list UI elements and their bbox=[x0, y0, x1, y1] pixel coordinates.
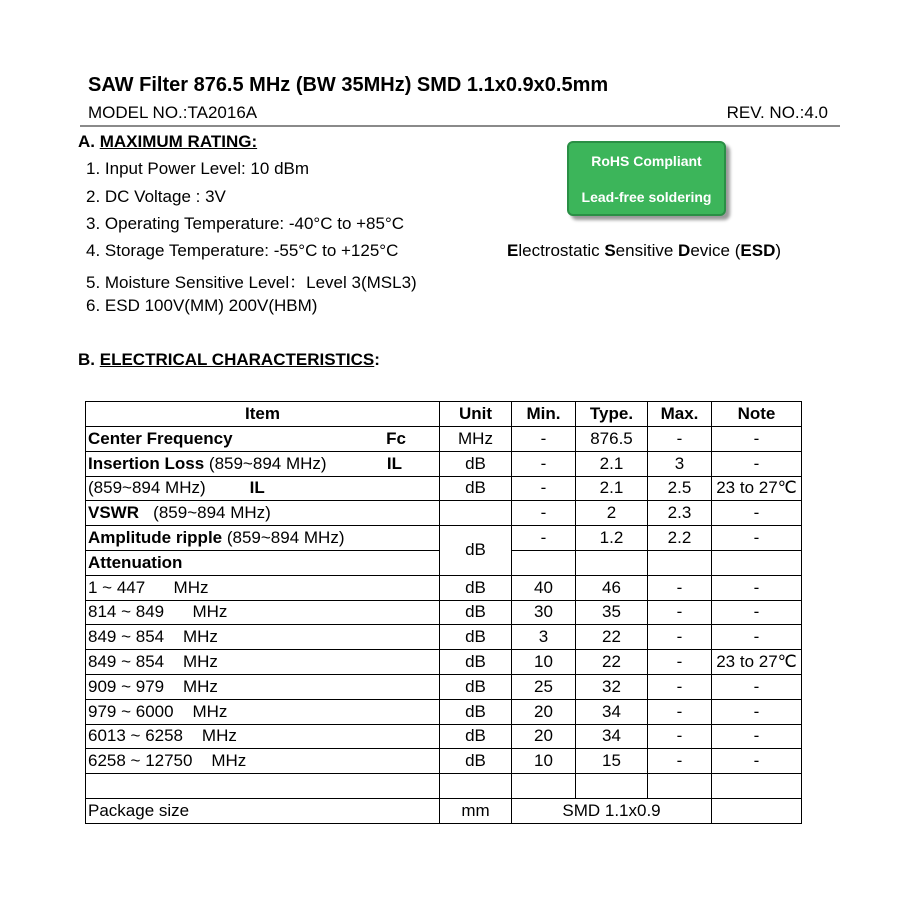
row-max: - bbox=[648, 625, 712, 650]
row-note: - bbox=[712, 526, 802, 551]
row-max: - bbox=[648, 650, 712, 675]
row-max: 2.2 bbox=[648, 526, 712, 551]
row-typ: 1.2 bbox=[576, 526, 648, 551]
row-note: - bbox=[712, 575, 802, 600]
row-unit: dB bbox=[440, 451, 512, 476]
row-note: - bbox=[712, 625, 802, 650]
attenuation-label: Attenuation bbox=[86, 550, 440, 575]
row-note: - bbox=[712, 724, 802, 749]
row-max bbox=[648, 550, 712, 575]
row-item: 849 ~ 854 MHz bbox=[86, 650, 440, 675]
row-note bbox=[712, 798, 802, 823]
esd-letter-d: D bbox=[678, 241, 691, 260]
table-row bbox=[86, 600, 802, 625]
rohs-badge bbox=[567, 141, 726, 216]
row-unit: dB bbox=[440, 625, 512, 650]
section-a-heading bbox=[78, 132, 257, 152]
row-note: - bbox=[712, 674, 802, 699]
row-item bbox=[86, 476, 440, 501]
table-row bbox=[86, 451, 802, 476]
row-typ: 32 bbox=[576, 674, 648, 699]
header-item: Item bbox=[86, 402, 440, 427]
row-item bbox=[86, 427, 440, 452]
row-typ: 2 bbox=[576, 501, 648, 526]
row-max: - bbox=[648, 427, 712, 452]
rating-esd: 6. ESD 100V(MM) 200V(HBM) bbox=[86, 296, 318, 315]
table-row bbox=[86, 501, 802, 526]
table-row bbox=[86, 724, 802, 749]
table-row bbox=[86, 699, 802, 724]
esd-word-s: ensitive bbox=[615, 241, 679, 260]
row-max: 2.3 bbox=[648, 501, 712, 526]
row-max: 3 bbox=[648, 451, 712, 476]
row-typ: 2.1 bbox=[576, 451, 648, 476]
row-min: 3 bbox=[512, 625, 576, 650]
item-symbol: IL bbox=[386, 453, 402, 473]
table-row bbox=[86, 749, 802, 774]
row-min bbox=[512, 774, 576, 799]
item-range: (859~894 MHz) bbox=[204, 453, 327, 473]
item-label: VSWR bbox=[88, 503, 139, 523]
row-note: - bbox=[712, 600, 802, 625]
lead-free-label: Lead-free soldering bbox=[581, 189, 712, 205]
row-min: - bbox=[512, 451, 576, 476]
row-item: 6258 ~ 12750 MHz bbox=[86, 749, 440, 774]
row-item: 814 ~ 849 MHz bbox=[86, 600, 440, 625]
rating-dc-voltage: 2. DC Voltage : 3V bbox=[86, 187, 226, 206]
row-min: 30 bbox=[512, 600, 576, 625]
row-unit: dB bbox=[440, 575, 512, 600]
row-unit: dB bbox=[440, 749, 512, 774]
item-range: (859~894 MHz) bbox=[222, 528, 345, 548]
section-b-title: ELECTRICAL CHARACTERISTICS bbox=[99, 350, 375, 369]
esd-close: ) bbox=[775, 241, 782, 260]
row-typ: 22 bbox=[576, 650, 648, 675]
row-typ: 46 bbox=[576, 575, 648, 600]
row-unit: dB bbox=[440, 699, 512, 724]
table-row bbox=[86, 798, 802, 823]
section-b-heading bbox=[78, 350, 380, 370]
row-typ bbox=[576, 550, 648, 575]
header-min: Min. bbox=[512, 402, 576, 427]
row-unit bbox=[440, 501, 512, 526]
row-note: - bbox=[712, 427, 802, 452]
table-row bbox=[86, 674, 802, 699]
section-a-prefix: A. bbox=[78, 132, 100, 151]
row-min: - bbox=[512, 526, 576, 551]
section-a-title: MAXIMUM RATING: bbox=[99, 132, 258, 151]
row-item: Package size bbox=[86, 798, 440, 823]
row-typ: 34 bbox=[576, 724, 648, 749]
row-min: 25 bbox=[512, 674, 576, 699]
row-unit: dB bbox=[440, 650, 512, 675]
esd-letter-s: S bbox=[604, 241, 616, 260]
esd-abbr: ESD bbox=[740, 241, 776, 260]
table-header-row bbox=[86, 402, 802, 427]
table-row bbox=[86, 650, 802, 675]
row-min: 10 bbox=[512, 650, 576, 675]
row-item bbox=[86, 526, 440, 551]
esd-word-d: evice ( bbox=[690, 241, 741, 260]
row-item bbox=[86, 451, 440, 476]
row-typ: 34 bbox=[576, 699, 648, 724]
header-typ: Type. bbox=[576, 402, 648, 427]
row-note bbox=[712, 774, 802, 799]
item-range: (859~894 MHz) bbox=[88, 478, 206, 498]
model-number: MODEL NO.:TA2016A bbox=[88, 103, 258, 122]
row-note: - bbox=[712, 451, 802, 476]
row-typ: 15 bbox=[576, 749, 648, 774]
row-min: 40 bbox=[512, 575, 576, 600]
row-typ: 22 bbox=[576, 625, 648, 650]
row-max bbox=[648, 774, 712, 799]
table-row bbox=[86, 427, 802, 452]
item-label: Insertion Loss bbox=[88, 453, 205, 473]
header-max: Max. bbox=[648, 402, 712, 427]
row-note: 23 to 27℃ bbox=[712, 476, 802, 501]
row-min: 10 bbox=[512, 749, 576, 774]
row-max: - bbox=[648, 575, 712, 600]
table-row bbox=[86, 575, 802, 600]
rating-operating-temp: 3. Operating Temperature: -40°C to +85°C bbox=[86, 214, 405, 233]
row-note bbox=[712, 550, 802, 575]
row-unit bbox=[440, 774, 512, 799]
row-note: - bbox=[712, 749, 802, 774]
row-min: - bbox=[512, 476, 576, 501]
revision-number: REV. NO.:4.0 bbox=[726, 103, 828, 122]
row-max: 2.5 bbox=[648, 476, 712, 501]
row-item bbox=[86, 501, 440, 526]
section-b-suffix: : bbox=[374, 350, 380, 369]
rating-input-power: 1. Input Power Level: 10 dBm bbox=[86, 159, 310, 178]
row-note: - bbox=[712, 699, 802, 724]
electrical-characteristics-table bbox=[85, 401, 802, 824]
rating-storage-temp: 4. Storage Temperature: -55°C to +125°C bbox=[86, 241, 399, 260]
header-note: Note bbox=[712, 402, 802, 427]
row-min: 20 bbox=[512, 699, 576, 724]
row-note: - bbox=[712, 501, 802, 526]
esd-word-e: lectrostatic bbox=[518, 241, 605, 260]
document-title: SAW Filter 876.5 MHz (BW 35MHz) SMD 1.1x0.9x0.5mm bbox=[88, 74, 609, 96]
row-unit: dB bbox=[440, 526, 512, 576]
row-item: 909 ~ 979 MHz bbox=[86, 674, 440, 699]
row-min: - bbox=[512, 501, 576, 526]
row-item: 1 ~ 447 MHz bbox=[86, 575, 440, 600]
esd-letter-e: E bbox=[507, 241, 519, 260]
table-row bbox=[86, 526, 802, 551]
table-row bbox=[86, 625, 802, 650]
row-item: 6013 ~ 6258 MHz bbox=[86, 724, 440, 749]
rating-moisture-level: 5. Moisture Sensitive Level：Level 3(MSL3) bbox=[86, 273, 417, 292]
row-note: 23 to 27℃ bbox=[712, 650, 802, 675]
item-symbol: Fc bbox=[386, 428, 406, 448]
esd-note bbox=[507, 241, 781, 261]
row-min bbox=[512, 550, 576, 575]
row-item bbox=[86, 774, 440, 799]
row-unit: dB bbox=[440, 724, 512, 749]
header-unit: Unit bbox=[440, 402, 512, 427]
row-unit: dB bbox=[440, 674, 512, 699]
row-min: - bbox=[512, 427, 576, 452]
row-typ: 2.1 bbox=[576, 476, 648, 501]
item-symbol: IL bbox=[249, 478, 265, 498]
row-typ: 876.5 bbox=[576, 427, 648, 452]
row-unit: dB bbox=[440, 476, 512, 501]
section-b-prefix: B. bbox=[78, 350, 100, 369]
item-label: Center Frequency bbox=[88, 428, 233, 448]
row-unit: mm bbox=[440, 798, 512, 823]
item-label: Amplitude ripple bbox=[88, 528, 223, 548]
row-item: 979 ~ 6000 MHz bbox=[86, 699, 440, 724]
row-item: 849 ~ 854 MHz bbox=[86, 625, 440, 650]
header-divider bbox=[80, 125, 840, 127]
row-max: - bbox=[648, 600, 712, 625]
row-unit: MHz bbox=[440, 427, 512, 452]
row-max: - bbox=[648, 674, 712, 699]
item-range: (859~894 MHz) bbox=[139, 503, 271, 523]
row-typ: 35 bbox=[576, 600, 648, 625]
row-max: - bbox=[648, 724, 712, 749]
row-max: - bbox=[648, 749, 712, 774]
table-row bbox=[86, 476, 802, 501]
row-min: 20 bbox=[512, 724, 576, 749]
package-size-value: SMD 1.1x0.9 bbox=[512, 798, 712, 823]
row-unit: dB bbox=[440, 600, 512, 625]
rohs-compliant-label: RoHS Compliant bbox=[591, 153, 702, 169]
row-typ bbox=[576, 774, 648, 799]
row-max: - bbox=[648, 699, 712, 724]
table-row-empty bbox=[86, 774, 802, 799]
